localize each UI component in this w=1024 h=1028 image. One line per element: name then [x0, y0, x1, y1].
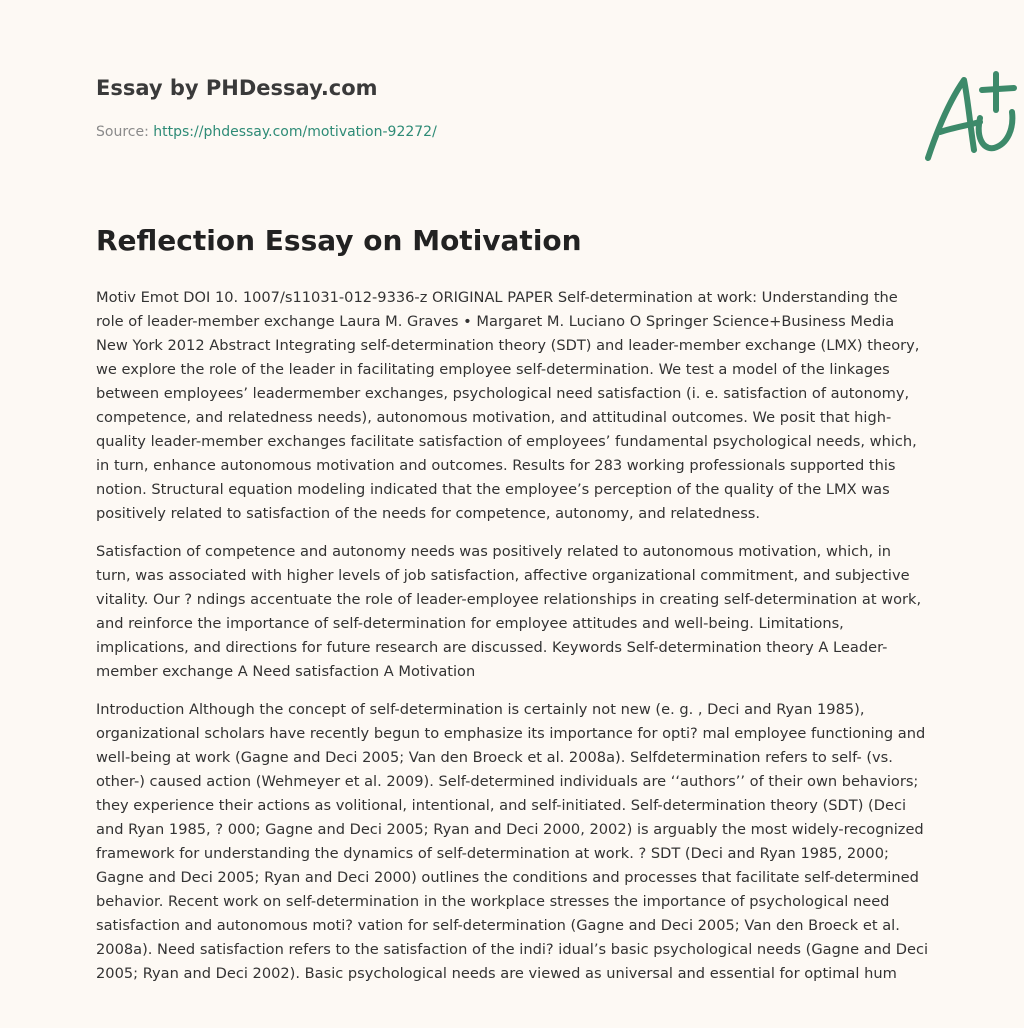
- essay-body: [96, 286, 930, 986]
- essay-paragraph-1: Motiv Emot DOI 10. 1007/s11031-012-9336-z ORIGINAL PAPER Self-determination at work: Understanding the role of leader-member exchange Laura M. Graves • Margaret M. Luciano O Springer Science+Business Media New York 2012 Abstract Integrating self-determination theory (SDT) and leader-member exchange (LMX) theory, we explore the role of the leader in facilitating employee self-determination. We test a model of the linkages between employees’ leadermember exchanges, psychological need satisfaction (i. e. satisfaction of autonomy, competence, and relatedness needs), autonomous motivation, and attitudinal outcomes. We posit that high-quality leader-member exchanges facilitate satisfaction of employees’ fundamental psychological needs, which, in turn, enhance autonomous motivation and outcomes. Results for 283 working professionals supported this notion. Structural equation modeling indicated that the employee’s perception of the quality of the LMX was positively related to satisfaction of the needs for competence, autonomy, and relatedness.: [96, 289, 920, 522]
- essay-paragraph-2: Satisfaction of competence and autonomy needs was positively related to autonomous motivation, which, in turn, was associated with higher levels of job satisfaction, affective organizational commitment, and subjective vitality. Our ? ndings accentuate the role of leader-employee relationships in creating self-determination at work, and reinforce the importance of self-determination for employee attitudes and well-being. Limitations, implications, and directions for future research are discussed. Keywords Self-determination theory A Leader-member exchange A Need satisfaction A Motivation: [96, 543, 922, 680]
- source-label: Source:: [96, 124, 154, 140]
- source-line: [96, 124, 437, 140]
- a-plus-logo-icon: [916, 66, 1024, 166]
- essay-paragraph-3: Introduction Although the concept of self-determination is certainly not new (e. g. , Deci and Ryan 1985), organizational scholars have recently begun to emphasize its importance for opti? mal employee functioning and well-being at work (Gagne and Deci 2005; Van den Broeck et al. 2008a). Selfdetermination refers to self- (vs. other-) caused action (Wehmeyer et al. 2009). Self-determined individuals are ‘‘authors’’ of their own behaviors; they experience their actions as volitional, intentional, and self-initiated. Self-determination theory (SDT) (Deci and Ryan 1985, ? 000; Gagne and Deci 2005; Ryan and Deci 2000, 2002) is arguably the most widely-recognized framework for understanding the dynamics of self-determination at work. ? SDT (Deci and Ryan 1985, 2000; Gagne and Deci 2005; Ryan and Deci 2000) outlines the conditions and processes that facilitate self-determined behavior. Recent work on self-determination in the workplace stresses the importance of psychological need satisfaction and autonomous moti? vation for self-determination (Gagne and Deci 2005; Van den Broeck et al. 2008a). Need satisfaction refers to the satisfaction of the indi? idual’s basic psychological needs (Gagne and Deci 2005; Ryan and Deci 2002). Basic psychological needs are viewed as universal and essential for optimal hum: [96, 701, 929, 982]
- source-link[interactable]: https://phdessay.com/motivation-92272/: [153, 124, 437, 140]
- essay-title: Reflection Essay on Motivation: [96, 224, 582, 257]
- brand-heading: Essay by PHDessay.com: [96, 76, 378, 100]
